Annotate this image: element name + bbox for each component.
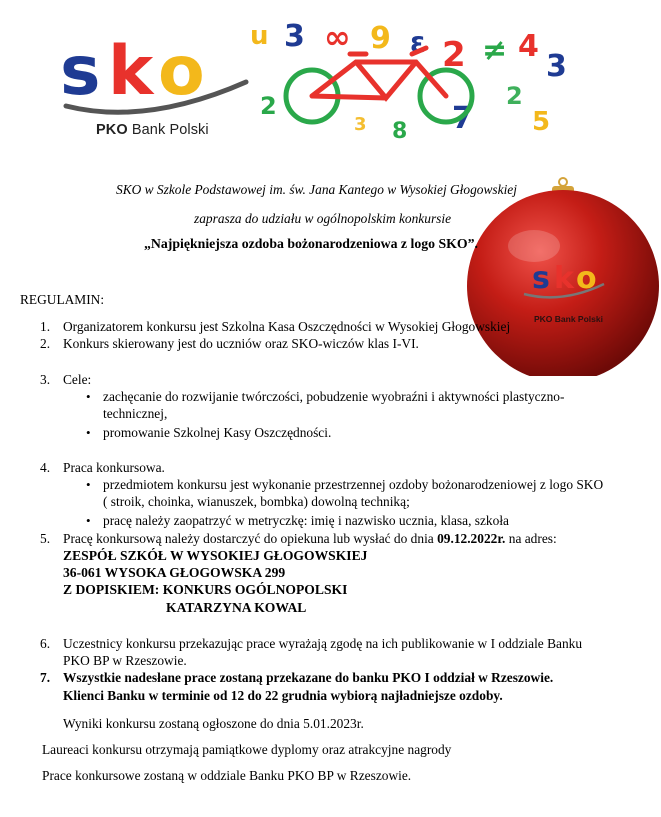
contest-title: „Najpiękniejsza ozdoba bożonarodzeniowa z logo SKO”. (144, 236, 478, 251)
bank-name-bold: PKO (96, 122, 128, 138)
bullet-icon: • (86, 389, 91, 404)
address-line-4: KATARZYNA KOWAL (166, 600, 307, 615)
item-3-bullet-2: promowanie Szkolnej Kasy Oszczędności. (103, 425, 332, 440)
banner-glyph: 8 (392, 119, 408, 142)
christmas-ornament (464, 176, 661, 376)
ornament-bank-name: PKO Bank Polski (534, 314, 603, 324)
bank-name-rest: Bank Polski (127, 122, 209, 138)
bullet-icon: • (86, 425, 91, 440)
banner-glyph: 4 (518, 29, 539, 64)
item-4-text: Praca konkursowa. (63, 460, 165, 475)
item-6-line-1: Uczestnicy konkursu przekazując prace wyrażają zgodę na ich publikowanie w I oddziale Banku (63, 636, 583, 651)
results-announcement: Wyniki konkursu zostaną ogłoszone do dnia 5.01.2023r. (63, 716, 364, 731)
banner-glyph: u (250, 21, 269, 51)
logo-letter-o: o (158, 32, 205, 111)
item-4-bullet-1-line-1: przedmiotem konkursu jest wykonanie przestrzennej ozdoby bożonarodzeniowej z logo SKO (103, 477, 604, 492)
banner-glyph: ε (410, 26, 426, 59)
item-7-number: 7. (40, 670, 51, 685)
ornament-logo-o: o (576, 261, 597, 296)
item-6-line-2: PKO BP w Rzeszowie. (63, 653, 187, 668)
bank-name (96, 122, 209, 138)
deadline-date: 09.12.2022r. (437, 531, 506, 546)
item-7-line-1: Wszystkie nadesłane prace zostaną przekazane do banku PKO I oddział w Rzeszowie. (63, 670, 554, 685)
item-5-text (63, 531, 557, 547)
regulamin-heading: REGULAMIN: (20, 292, 105, 307)
banner-glyph: 5 (532, 107, 551, 137)
item-5-number: 5. (40, 531, 51, 546)
prizes-info: Laureaci konkursu otrzymają pamiątkowe dyplomy oraz atrakcyjne nagrody (42, 742, 452, 757)
item-3-bullet-1-line-1: zachęcanie do rozwijanie twórczości, pobudzenie wyobraźni i aktywności plastyczno- (103, 389, 565, 404)
item-5-text-end: na adres: (505, 531, 557, 546)
banner-glyph: 7 (452, 101, 473, 136)
item-2-text: Konkurs skierowany jest do uczniów oraz SKO-wiczów klas I-VI. (63, 336, 419, 351)
banner-glyph: ≠ (482, 33, 508, 68)
logo-letter-s: s (60, 32, 101, 111)
banner-glyph: 2 (260, 92, 277, 120)
logo-letter-k: k (108, 32, 154, 111)
address-line-1: ZESPÓŁ SZKÓŁ W WYSOKIEJ GŁOGOWSKIEJ (63, 548, 368, 563)
banner-glyph: 3 (354, 114, 367, 135)
bullet-icon: • (86, 477, 91, 492)
item-3-number: 3. (40, 372, 51, 387)
item-1-text: Organizatorem konkursu jest Szkolna Kasa Oszczędności w Wysokiej Głogowskiej (63, 319, 511, 334)
ornament-logo-k: k (554, 261, 574, 296)
banner-glyph: ∞ (324, 18, 351, 56)
banner-glyph: 9 (370, 21, 391, 56)
intro-line-invitation: zaprasza do udziału w ogólnopolskim konkursie (194, 211, 452, 226)
address-line-2: 36-061 WYSOKA GŁOGOWSKA 299 (63, 565, 286, 580)
item-5-text-start: Pracę konkursową należy dostarczyć do opiekuna lub wysłać do dnia (63, 531, 438, 546)
item-4-number: 4. (40, 460, 51, 475)
item-6-number: 6. (40, 636, 51, 651)
address-line-3: Z DOPISKIEM: KONKURS OGÓLNOPOLSKI (63, 582, 348, 597)
item-4-bullet-2: pracę należy zaopatrzyć w metryczkę: imię i nazwisko ucznia, klasa, szkoła (103, 513, 509, 528)
numbers-bicycle-banner (246, 18, 580, 142)
exhibition-info: Prace konkursowe zostaną w oddziale Banku PKO BP w Rzeszowie. (42, 768, 412, 783)
banner-glyph: 2 (442, 35, 466, 75)
ornament-hanger-loop (559, 178, 567, 186)
banner-glyph: 3 (284, 19, 305, 54)
bullet-icon: • (86, 513, 91, 528)
banner-glyph: 2 (506, 82, 523, 110)
item-1-number: 1. (40, 319, 51, 334)
item-7-line-2: Klienci Banku w terminie od 12 do 22 grudnia wybiorą najładniejsze ozdoby. (63, 688, 503, 703)
item-2-number: 2. (40, 336, 51, 351)
item-4-bullet-1-line-2: ( stroik, choinka, wianuszek, bombka) dowolną techniką; (103, 494, 410, 509)
ornament-logo-s: s (532, 261, 550, 296)
banner-glyph: 3 (546, 49, 567, 84)
item-3-bullet-1-line-2: technicznej, (103, 406, 168, 421)
item-3-text: Cele: (63, 372, 92, 387)
intro-line-school: SKO w Szkole Podstawowej im. św. Jana Kantego w Wysokiej Głogowskiej (116, 182, 517, 197)
